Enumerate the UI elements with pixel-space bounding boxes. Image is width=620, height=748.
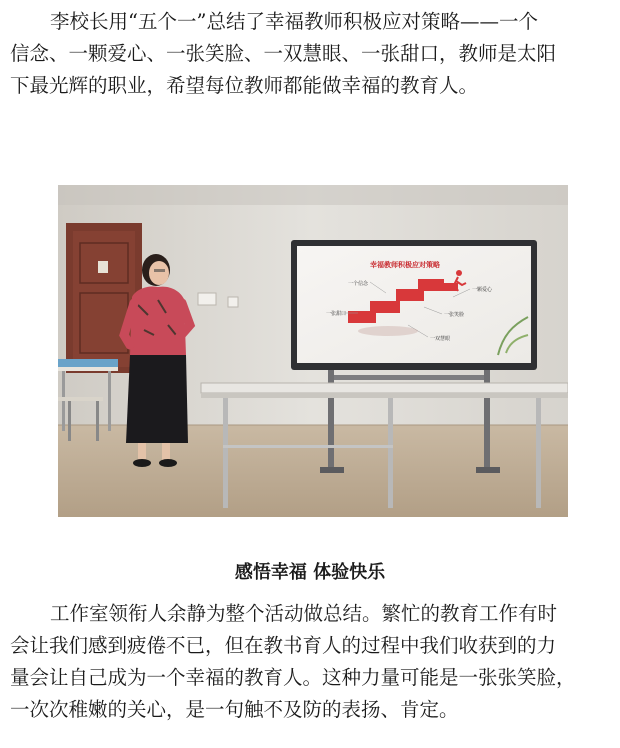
summary-line-4: 一次次稚嫩的关心，是一句触不及防的表扬、肯定。 xyxy=(10,698,459,721)
screen-title: 幸福教师积极应对策略 xyxy=(370,261,440,269)
screen-label-3: 一张甜口 xyxy=(326,311,347,317)
table xyxy=(201,383,568,393)
screen-label-5: 一双慧眼 xyxy=(430,336,451,342)
summary-line-3: 量会让自己成为一个幸福的教育人。这种力量可能是一张张笑脸， xyxy=(10,666,576,689)
photo-illustration xyxy=(58,185,568,517)
intro-line-1: 李校长用“五个一”总结了幸福教师积极应对策略——一个 xyxy=(50,10,538,33)
screen-label-1: 一个信念 xyxy=(348,281,369,287)
screen-label-2: 一颗爱心 xyxy=(472,287,493,293)
summary-paragraph xyxy=(10,598,610,726)
intro-line-3: 下最光辉的职业，希望每位教师都能做幸福的教育人。 xyxy=(10,74,479,97)
summary-line-1: 工作室领衔人余静为整个活动做总结。繁忙的教育工作有时 xyxy=(50,602,558,625)
section-heading: 感悟幸福 体验快乐 xyxy=(234,562,386,583)
intro-paragraph xyxy=(10,6,610,102)
screen-label-4: 一张笑脸 xyxy=(444,312,465,318)
summary-line-2: 会让我们感到疲倦不已，但在教书育人的过程中我们收获到的力 xyxy=(10,634,557,657)
intro-line-2: 信念、一颗爱心、一张笑脸、一双慧眼、一张甜口，教师是太阳 xyxy=(10,42,557,65)
event-photo xyxy=(58,185,568,517)
